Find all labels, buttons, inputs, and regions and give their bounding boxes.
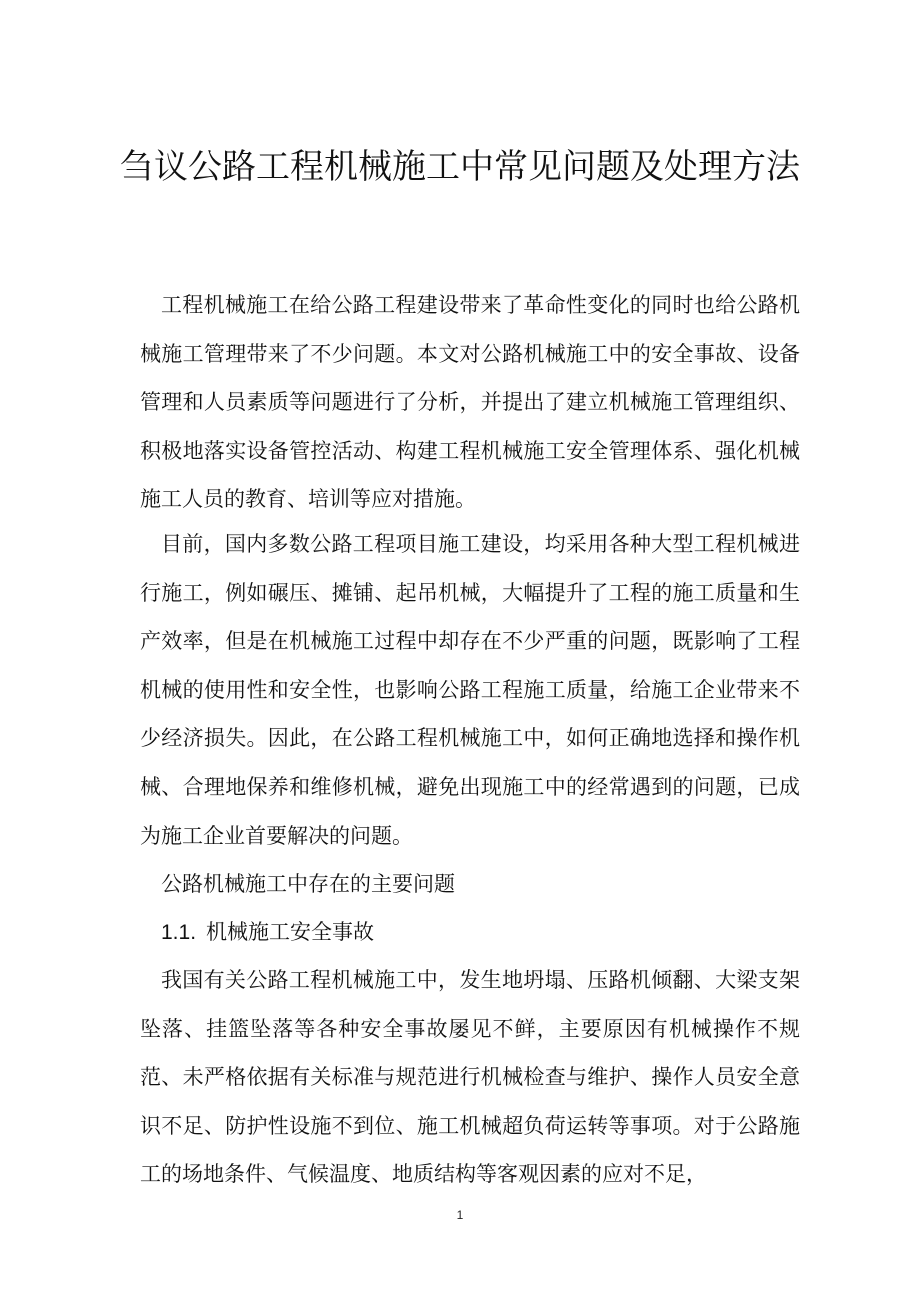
document-title: 刍议公路工程机械施工中常见问题及处理方法 [120, 147, 800, 187]
body-paragraph: 我国有关公路工程机械施工中，发生地坍塌、压路机倾翻、大梁支架坠落、挂篮坠落等各种安全事故屡见不鲜，主要原因有机械操作不规范、未严格依据有关标准与规范进行机械检查与维护、操作人员安全意识不足、防护性设施不到位、施工机械超负荷运转等事项。对于公路施工的场地条件、气候温度、地质结构等客观因素的应对不足， [140, 968, 800, 1187]
section-heading: 公路机械施工中存在的主要问题 [161, 872, 455, 896]
intro-paragraph: 目前，国内多数公路工程项目施工建设，均采用各种大型工程机械进行施工，例如碾压、摊铺、起吊机械，大幅提升了工程的施工质量和生产效率，但是在机械施工过程中却存在不少严重的问题，既影响了工程机械的使用性和安全性，也影响公路工程施工质量，给施工企业带来不少经济损失。因此，在公路工程机械施工中，如何正确地选择和操作机械、合理地保养和维修机械，避免出现施工中的经常遇到的问题，已成为施工企业首要解决的问题。 [140, 532, 800, 848]
subsection-title: 机械施工安全事故 [206, 920, 375, 944]
subsection-number: 1.1. [161, 921, 197, 944]
subsection-heading [140, 908, 800, 958]
page-number: 1 [456, 1208, 464, 1222]
abstract-paragraph: 工程机械施工在给公路工程建设带来了革命性变化的同时也给公路机械施工管理带来了不少问题。本文对公路机械施工中的安全事故、设备管理和人员素质等问题进行了分析，并提出了建立机械施工管理组织、积极地落实设备管控活动、构建工程机械施工安全管理体系、强化机械施工人员的教育、培训等应对措施。 [140, 293, 800, 512]
